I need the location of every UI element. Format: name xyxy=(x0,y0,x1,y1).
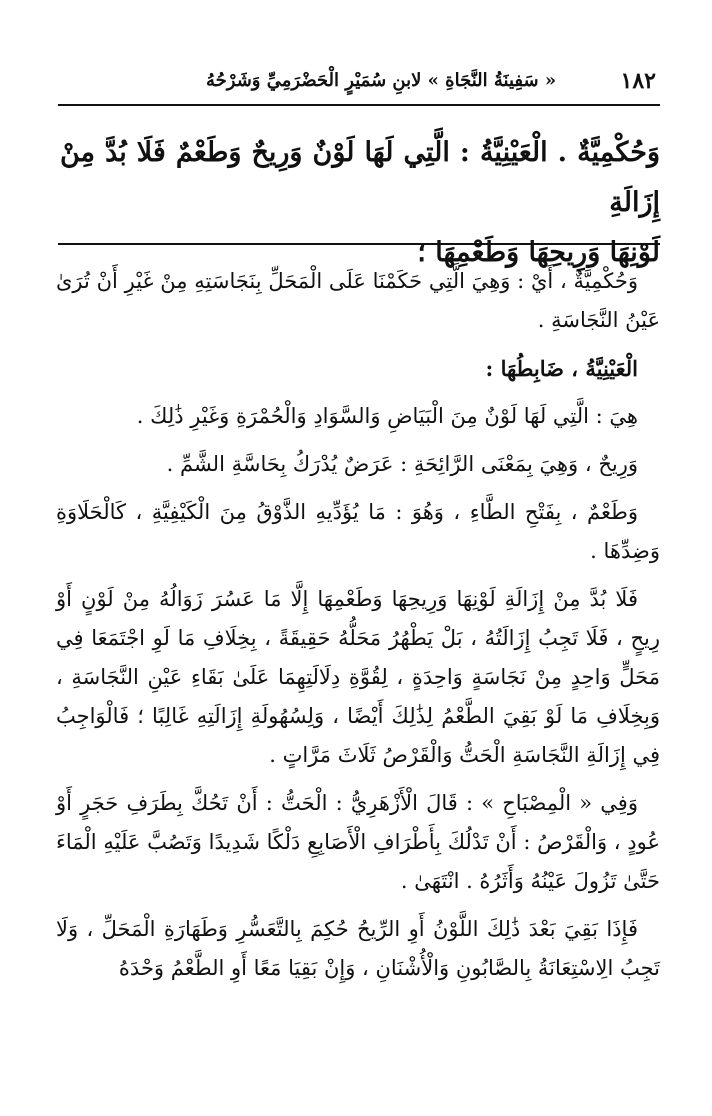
running-title: « سَفِينَةُ النَّجَاةِ » لابنِ سُمَيْرٍ الْحَضْرَمِيِّ وَشَرْحُهُ xyxy=(206,70,557,91)
commentary-paragraph-4: وَرِيحٌ ، وَهِيَ بِمَعْنَى الرَّائِحَةِ : عَرَضٌ يُدْرَكُ بِحَاسَّةِ الشَّمِّ . xyxy=(166,452,638,476)
page-number: ١٨٢ xyxy=(620,68,656,94)
matn-text xyxy=(60,128,660,278)
matn-line-1: وَحُكْمِيَّةٌ . الْعَيْنِيَّةُ : الَّتِي لَهَا لَوْنٌ وَرِيحٌ وَطَعْمٌ فَلَا بُدَّ مِنْ إِزَالَةِ xyxy=(60,137,660,218)
commentary-paragraph-5: وَطَعْمٌ ، بِفَتْحِ الطَّاءِ ، وَهُوَ : مَا يُؤَدِّيهِ الذَّوْقُ مِنَ الْكَيْفِيَّةِ ، كَالْحَلَاوَةِ وَضِدِّهَا . xyxy=(56,500,660,563)
commentary-paragraph-7: وَفِي « الْمِصْبَاحِ » : قَالَ الْأَزْهَرِيُّ : الْحَتُّ : أَنْ تَحُكَّ بِطَرَفِ حَجَرٍ أَوْ عُودٍ ، وَالْقَرْصُ : أَنْ تَدْلُكَ بِأَطْرَافِ الْأَصَابِعِ دَلْكًا شَدِيدًا وَتَصُبَّ عَلَيْهِ الْمَاءَ حَتَّىٰ تَزُولَ عَيْنُهُ وَأَثَرُهُ . انْتَهَىٰ . xyxy=(56,791,660,893)
commentary-text xyxy=(56,262,660,997)
commentary-paragraph-2: الْعَيْنِيَّةُ ، ضَابِطُهَا : xyxy=(485,356,638,381)
commentary-paragraph-6: فَلَا بُدَّ مِنْ إِزَالَةِ لَوْنِهَا وَرِيحِهَا وَطَعْمِهَا إِلَّا مَا عَسُرَ زَوَالُهُ مِنْ لَوْنٍ أَوْ رِيحٍ ، فَلَا تَجِبُ إِزَالَتُهُ ، بَلْ يَطْهُرُ مَحَلُّهُ حَقِيقَةً ، بِخِلَافِ مَا لَوِ اجْتَمَعَا فِي مَحَلٍّ وَاحِدٍ مِنْ نَجَاسَةٍ وَاحِدَةٍ ، لِقُوَّةِ دِلَالَتِهِمَا عَلَىٰ بَقَاءِ عَيْنِ النَّجَاسَةِ ، وَبِخِلَافِ مَا لَوْ بَقِيَ الطَّعْمُ لِذَٰلِكَ أَيْضًا ، وَلِسُهُولَةِ إِزَالَتِهِ غَالِبًا ؛ فَالْوَاجِبُ فِي إِزَالَةِ النَّجَاسَةِ الْحَتُّ وَالْقَرْصُ ثَلَاثَ مَرَّاتٍ . xyxy=(56,587,660,767)
commentary-paragraph-8: فَإِذَا بَقِيَ بَعْدَ ذَٰلِكَ اللَّوْنُ أَوِ الرِّيحُ حُكِمَ بِالتَّعَسُّرِ وَطَهَارَةِ الْمَحَلِّ ، وَلَا تَجِبُ الِاسْتِعَانَةُ بِالصَّابُونِ وَالْأُشْنَانِ ، وَإِنْ بَقِيَا مَعًا أَوِ الطَّعْمُ وَحْدَهُ xyxy=(56,917,660,980)
page-header xyxy=(56,66,660,102)
header-rule xyxy=(58,104,660,106)
commentary-paragraph-1: وَحُكْمِيَّةٌ ، أَيْ : وَهِيَ الَّتِي حَكَمْنَا عَلَى الْمَحَلِّ بِنَجَاسَتِهِ مِنْ غَيْرِ أَنْ تُرَىٰ عَيْنُ النَّجَاسَةِ . xyxy=(56,269,660,332)
matn-line-2: لَوْنِهَا وَرِيحِهَا وَطَعْمِهَا ؛ xyxy=(417,237,660,268)
commentary-paragraph-3: هِيَ : الَّتِي لَهَا لَوْنٌ مِنَ الْبَيَاضِ وَالسَّوَادِ وَالْحُمْرَةِ وَغَيْرِ ذَٰلِكَ . xyxy=(136,404,638,428)
matn-separator-rule xyxy=(58,243,660,245)
